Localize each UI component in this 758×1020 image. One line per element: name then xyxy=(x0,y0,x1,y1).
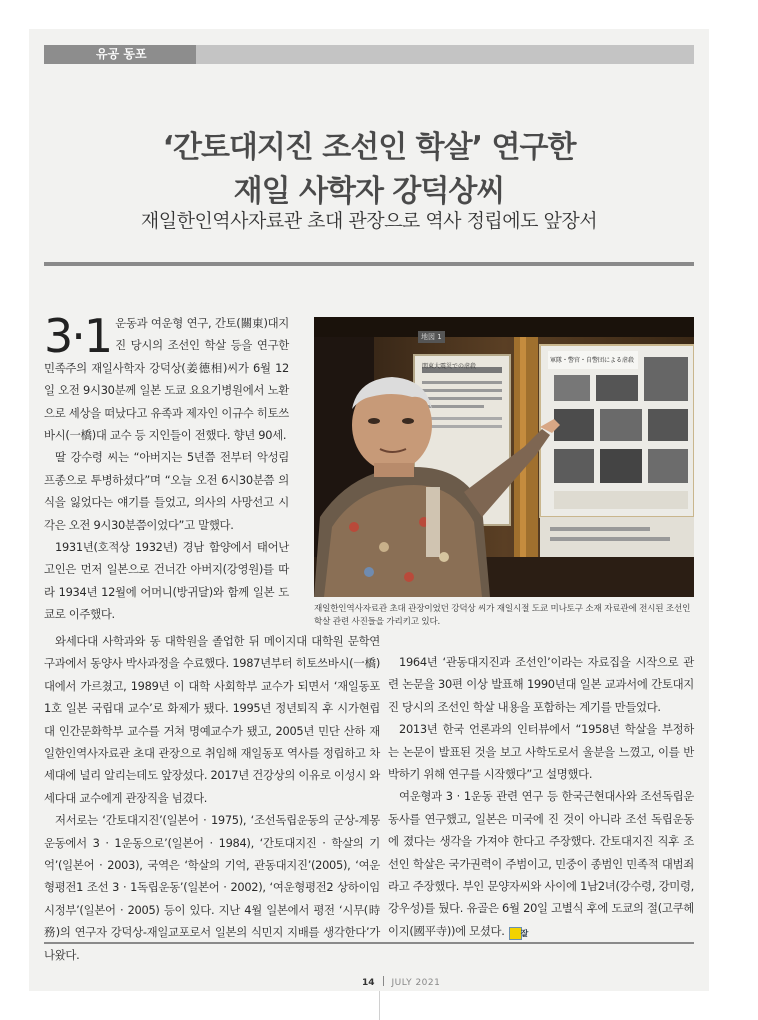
fold-line xyxy=(379,991,380,1020)
headline-line-2: 재일 사학자 강덕상씨 xyxy=(233,174,505,209)
article-column-left xyxy=(44,309,289,626)
dropcap: 3·1 xyxy=(44,309,112,363)
paragraph-7: 2013년 한국 언론과의 인터뷰에서 “1958년 학살을 부정하는 논문이 발표된 것을 보고 사학도로서 울분을 느꼈고, 이를 반박하기 위해 연구를 시작했다”고 설명했다. xyxy=(388,722,694,782)
photo-tag: 地図 1 xyxy=(418,331,445,343)
paragraph-4: 와세다대 사학과와 동 대학원을 졸업한 뒤 메이지대 대학원 문학연구과에서 동양사 박사과정을 수료했다. 1987년부터 히토쓰바시(一橋)대에서 가르쳤고, 1989년 이 대학 사회학부 교수가 되면서 ‘재일동포 1호 일본 국립대 교수’로 화제가 됐다. 1995년 정년퇴직 후 시가현립대 인간문화학부 교수를 거쳐 명예교수가 됐고, 2005년 민단 산하 재일한인역사자료관 초대 관장으로 취임해 재일동포 역사를 정립하고 차세대에 널리 알리는데도 앞장섰다. 2017년 건강상의 이유로 이성시 와세다대 교수에게 관장직을 넘겼다. xyxy=(44,634,380,805)
article-column-right xyxy=(388,651,694,942)
article-photo xyxy=(314,317,694,597)
photo-caption: 재일한인역사자료관 초대 관장이었던 강덕상 씨가 재일시절 도쿄 미나토구 소재 자료관에 전시된 조선인 학살 관련 사진들을 가리키고 있다. xyxy=(314,604,691,627)
photo-sign-left: 関東大震災での虐殺 xyxy=(422,363,477,370)
headline-line-1: ‘간토대지진 조선인 학살’ 연구한 xyxy=(162,130,576,165)
paragraph-3: 1931년(호적상 1932년) 경남 함양에서 태어난 고인은 먼저 일본으로 건너간 아버지(강영원)를 따라 1934년 12월에 어머니(방귀달)와 함께 일본 도쿄로 이주했다. xyxy=(44,540,289,622)
paragraph-5: 저서로는 ‘간토대지진’(일본어 · 1975), ‘조선독립운동의 군상-계몽운동에서 3 · 1운동으로’(일본어 · 1984), ‘간토대지진 · 학살의 기억’(일본어 · 2003), 국역은 ‘학살의 기억, 관동대지진’(2005), ‘여운형평전1 조선 3 · 1독립운동’(일본어 · 2002), ‘여운형평전2 상하이임시정부’(일본어 · 2005) 등이 있다. 지난 4월 일본에서 평전 ‘시무(時務)의 연구자 강덕상-재일교포로서 일본의 식민지 지배를 생각한다’가 나왔다. xyxy=(44,813,380,962)
paragraph-6: 1964년 ‘관동대지진과 조선인’이라는 자료집을 시작으로 관련 논문을 30편 이상 발표해 1990년대 일본 교과서에 간토대지진 당시의 조선인 학살 내용을 포함하는 계기를 만들었다. xyxy=(388,655,694,714)
page-number: 14 xyxy=(362,978,375,988)
photo-sign-right: 軍隊・警官・自警団による虐殺 xyxy=(550,357,635,364)
article-column-left-continued xyxy=(44,630,380,966)
end-mark-icon: 잘 xyxy=(509,927,522,940)
page-footer xyxy=(362,976,440,988)
issue-date: JULY 2021 xyxy=(391,978,441,988)
paragraph-1-text: 운동과 여운형 연구, 간토(關東)대지진 당시의 조선인 학살 등을 연구한 민족주의 재일사학자 강덕상(姜德相)씨가 6월 12일 오전 9시30분께 일본 도쿄 요요기병원에서 노환으로 세상을 떠났다고 유족과 제자인 이규수 히토쓰바시(一橋)대 교수 등 지인들이 전했다. 향년 90세. xyxy=(44,316,289,443)
paragraph-8-text: 여운형과 3 · 1운동 관련 연구 등 한국근현대사와 조선독립운동사를 연구했고, 일본은 미국에 진 것이 아니라 조선 독립운동에 졌다는 생각을 가져야 한다고 주장했다. 간토대지진 직후 조선인 학살은 국가권력이 주범이고, 민중이 종범인 민족적 대범죄라고 주장했다. 부인 문양자씨와 사이에 1남2녀(강수령, 강미령, 강우성)를 뒀다. 유골은 6월 20일 고별식 후에 도쿄의 절(고쿠헤이지(國平寺))에 모셨다. xyxy=(388,789,694,938)
bottom-rule xyxy=(44,942,694,944)
category-label: 유공 동포 xyxy=(44,45,196,64)
paragraph-2: 딸 강수령 씨는 “아버지는 5년쯤 전부터 악성림프종으로 투병하셨다”며 “오늘 오전 6시30분쯤 의식을 잃었다는 얘기를 들었고, 의사의 사망선고 시각은 오전 9시30분쯤이었다”고 말했다. xyxy=(44,450,289,532)
footer-divider xyxy=(383,976,384,986)
paragraph-1 xyxy=(44,309,289,446)
paragraph-8 xyxy=(388,785,694,942)
subheadline: 재일한인역사자료관 초대 관장으로 역사 정립에도 앞장서 xyxy=(140,210,598,232)
top-rule xyxy=(44,262,694,266)
